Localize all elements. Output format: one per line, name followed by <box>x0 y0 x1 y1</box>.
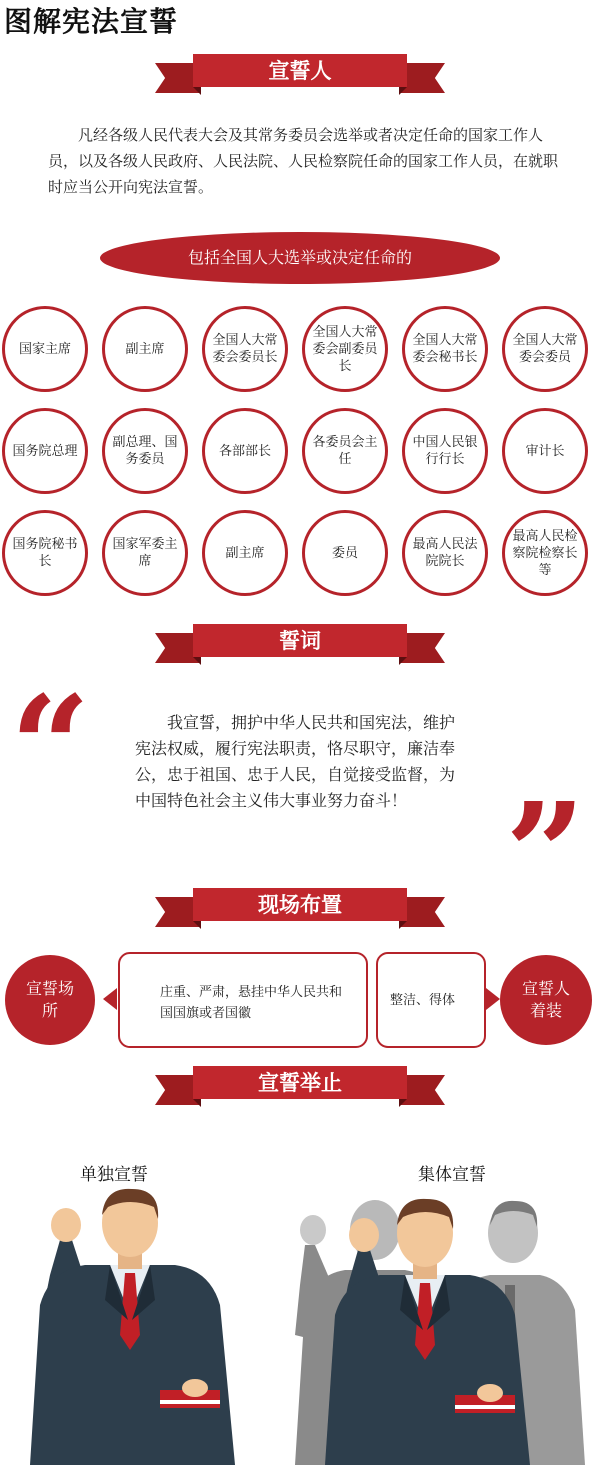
venue-place-label: 宣誓场所 <box>5 955 95 1045</box>
includes-heading: 包括全国人大选举或决定任命的 <box>100 232 500 284</box>
position-circle: 审计长 <box>502 408 588 494</box>
section-title-venue: 现场布置 <box>193 888 407 921</box>
group-oath-label: 集体宣誓 <box>418 1165 486 1185</box>
page-title: 图解宪法宣誓 <box>4 5 179 38</box>
place-pointer <box>103 988 117 1010</box>
section-title-oath: 誓词 <box>193 624 407 657</box>
position-circle: 副主席 <box>102 306 188 392</box>
position-circle: 各部部长 <box>202 408 288 494</box>
section-title-conduct: 宣誓举止 <box>193 1066 407 1099</box>
position-circle: 各委员会主任 <box>302 408 388 494</box>
position-circle: 全国人大常委会委员 <box>502 306 588 392</box>
position-circle: 全国人大常委会副委员长 <box>302 306 388 392</box>
oath-text: 我宣誓，拥护中华人民共和国宪法，维护宪法权威，履行宪法职责，恪尽职守，廉洁奉公，忠于祖国、忠于人民，自觉接受监督，为中国特色社会主义伟大事业努力奋斗！ <box>135 713 456 810</box>
position-circle: 最高人民法院院长 <box>402 510 488 596</box>
position-circle: 副总理、国务委员 <box>102 408 188 494</box>
position-circle: 中国人民银行行长 <box>402 408 488 494</box>
section-banner-conduct <box>155 1066 445 1108</box>
positions-grid <box>2 306 598 598</box>
position-circle: 副主席 <box>202 510 288 596</box>
section-banner-venue <box>155 888 445 930</box>
position-circle: 最高人民检察院检察长等 <box>502 510 588 596</box>
position-circle: 全国人大常委会委员长 <box>202 306 288 392</box>
close-quote-icon: ” <box>505 773 586 937</box>
position-circle: 国家主席 <box>2 306 88 392</box>
section-banner-oath <box>155 624 445 666</box>
section-title-oath-taker: 宣誓人 <box>193 54 407 87</box>
open-quote-icon: “ <box>10 666 91 830</box>
oath-taker-description: 凡经各级人民代表大会及其常务委员会选举或者决定任命的国家工作人员，以及各级人民政府、人民法院、人民检察院任命的国家工作人员，在就职时应当公开向宪法宣誓。 <box>48 126 559 196</box>
individual-oath-label: 单独宣誓 <box>80 1165 148 1185</box>
section-banner-oath-taker <box>155 54 445 96</box>
venue-attire-label: 宣誓人着装 <box>500 955 592 1045</box>
individual-oath-figure-icon <box>10 1185 260 1465</box>
venue-attire-desc: 整洁、得体 <box>376 952 486 1048</box>
position-circle: 国务院总理 <box>2 408 88 494</box>
position-circle: 委员 <box>302 510 388 596</box>
position-circle: 国家军委主席 <box>102 510 188 596</box>
venue-place-desc: 庄重、严肃，悬挂中华人民共和国国旗或者国徽 <box>118 952 368 1048</box>
group-oath-figure-icon <box>285 1185 595 1465</box>
position-circle: 全国人大常委会秘书长 <box>402 306 488 392</box>
attire-pointer <box>486 988 500 1010</box>
position-circle: 国务院秘书长 <box>2 510 88 596</box>
